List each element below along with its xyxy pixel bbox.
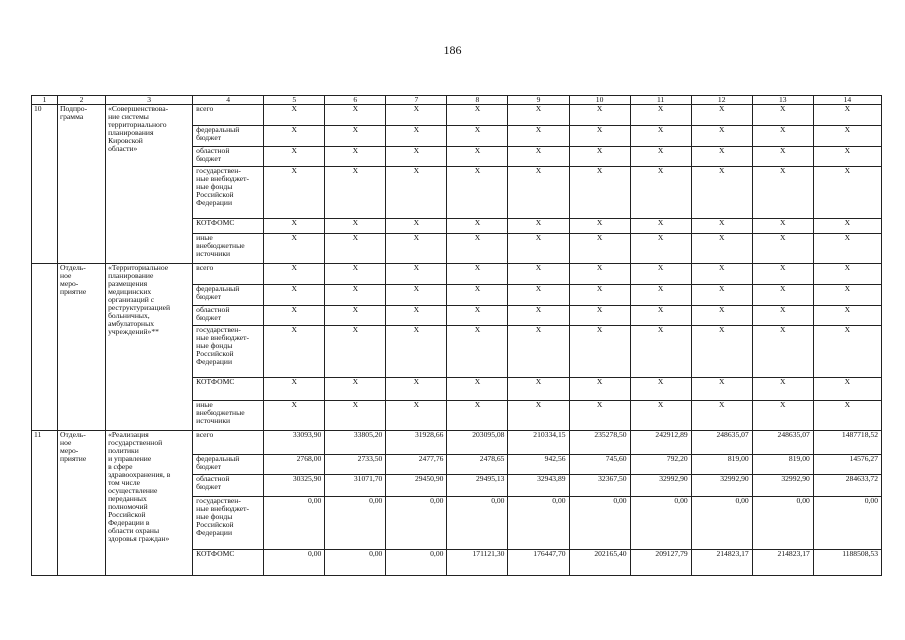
value-cell: 0,00: [325, 550, 386, 576]
header-cell: 11: [630, 96, 691, 105]
funding-source-cell: федеральный бюджет: [193, 126, 264, 147]
value-cell: 942,56: [508, 455, 569, 475]
value-cell: X: [630, 264, 691, 285]
value-cell: X: [264, 167, 325, 219]
value-cell: X: [752, 167, 813, 219]
funding-source-cell: государствен- ные внебюджет- ные фонды Российской Федерации: [193, 326, 264, 378]
value-cell: X: [447, 234, 508, 264]
value-cell: 31071,70: [325, 475, 386, 497]
value-cell: 0,00: [264, 497, 325, 550]
value-cell: 0,00: [325, 497, 386, 550]
funding-source-cell: областной бюджет: [193, 147, 264, 167]
value-cell: X: [691, 264, 752, 285]
value-cell: 0,00: [386, 497, 447, 550]
funding-source-cell: КОТФОМС: [193, 550, 264, 576]
value-cell: X: [386, 285, 447, 306]
item-name-cell: «Реализация государственной политики и управление в сфере здравоохранения, в том числе осуществление переданных полномочий Российской Федерации в области охраны здоровья граждан»: [106, 431, 193, 576]
value-cell: X: [813, 326, 881, 378]
value-cell: X: [386, 147, 447, 167]
value-cell: X: [264, 401, 325, 431]
value-cell: X: [813, 219, 881, 234]
value-cell: X: [569, 167, 630, 219]
value-cell: X: [752, 105, 813, 126]
value-cell: X: [691, 401, 752, 431]
value-cell: X: [569, 126, 630, 147]
funding-source-cell: федеральный бюджет: [193, 285, 264, 306]
funding-source-cell: областной бюджет: [193, 306, 264, 326]
value-cell: 171121,30: [447, 550, 508, 576]
value-cell: X: [569, 378, 630, 401]
value-cell: 33093,90: [264, 431, 325, 455]
funding-source-cell: федеральный бюджет: [193, 455, 264, 475]
value-cell: X: [325, 264, 386, 285]
row-number-cell: 11: [32, 431, 58, 576]
value-cell: X: [752, 326, 813, 378]
value-cell: X: [447, 306, 508, 326]
value-cell: X: [569, 234, 630, 264]
value-cell: X: [752, 126, 813, 147]
table-row: [32, 264, 882, 285]
value-cell: X: [325, 378, 386, 401]
value-cell: X: [447, 105, 508, 126]
value-cell: X: [630, 219, 691, 234]
value-cell: 0,00: [691, 497, 752, 550]
header-cell: 2: [58, 96, 106, 105]
header-cell: 9: [508, 96, 569, 105]
value-cell: X: [386, 219, 447, 234]
funding-source-cell: иные внебюджетные источники: [193, 401, 264, 431]
value-cell: X: [508, 147, 569, 167]
value-cell: X: [508, 105, 569, 126]
value-cell: 0,00: [752, 497, 813, 550]
value-cell: X: [325, 285, 386, 306]
table-row: [32, 105, 882, 126]
value-cell: X: [325, 234, 386, 264]
value-cell: X: [325, 147, 386, 167]
table-row: [32, 431, 882, 455]
funding-source-cell: всего: [193, 105, 264, 126]
value-cell: X: [752, 147, 813, 167]
header-cell: 14: [813, 96, 881, 105]
value-cell: X: [569, 285, 630, 306]
value-cell: 0,00: [386, 550, 447, 576]
value-cell: X: [325, 167, 386, 219]
value-cell: 0,00: [630, 497, 691, 550]
value-cell: X: [691, 285, 752, 306]
value-cell: 2478,65: [447, 455, 508, 475]
value-cell: X: [691, 105, 752, 126]
value-cell: X: [386, 264, 447, 285]
value-cell: X: [325, 126, 386, 147]
value-cell: X: [630, 126, 691, 147]
item-type-cell: Отдель- ное меро- приятие: [58, 264, 106, 431]
value-cell: X: [813, 264, 881, 285]
value-cell: X: [264, 326, 325, 378]
value-cell: X: [813, 306, 881, 326]
value-cell: X: [447, 167, 508, 219]
value-cell: X: [508, 126, 569, 147]
value-cell: X: [325, 219, 386, 234]
value-cell: 214823,17: [691, 550, 752, 576]
header-cell: 7: [386, 96, 447, 105]
value-cell: X: [752, 264, 813, 285]
value-cell: X: [569, 219, 630, 234]
value-cell: 248635,07: [752, 431, 813, 455]
funding-source-cell: государствен- ные внебюджет- ные фонды Российской Федерации: [193, 497, 264, 550]
value-cell: X: [630, 306, 691, 326]
value-cell: X: [630, 105, 691, 126]
value-cell: 819,00: [752, 455, 813, 475]
value-cell: X: [691, 167, 752, 219]
value-cell: 284633,72: [813, 475, 881, 497]
value-cell: X: [752, 219, 813, 234]
value-cell: X: [386, 126, 447, 147]
value-cell: 14576,27: [813, 455, 881, 475]
value-cell: X: [813, 126, 881, 147]
value-cell: X: [508, 306, 569, 326]
value-cell: 1188508,53: [813, 550, 881, 576]
value-cell: X: [752, 401, 813, 431]
value-cell: X: [813, 285, 881, 306]
value-cell: X: [569, 264, 630, 285]
row-number-cell: [32, 264, 58, 431]
value-cell: 32992,90: [691, 475, 752, 497]
funding-source-cell: КОТФОМС: [193, 219, 264, 234]
value-cell: X: [386, 306, 447, 326]
value-cell: X: [508, 285, 569, 306]
value-cell: 32943,89: [508, 475, 569, 497]
value-cell: 745,60: [569, 455, 630, 475]
funding-source-cell: КОТФОМС: [193, 378, 264, 401]
value-cell: X: [264, 264, 325, 285]
value-cell: 33805,20: [325, 431, 386, 455]
value-cell: X: [508, 378, 569, 401]
value-cell: 0,00: [264, 550, 325, 576]
value-cell: X: [508, 326, 569, 378]
value-cell: 235278,50: [569, 431, 630, 455]
value-cell: X: [447, 264, 508, 285]
value-cell: X: [691, 234, 752, 264]
value-cell: X: [752, 285, 813, 306]
header-cell: 12: [691, 96, 752, 105]
value-cell: X: [691, 378, 752, 401]
header-cell: 10: [569, 96, 630, 105]
value-cell: 210334,15: [508, 431, 569, 455]
value-cell: X: [752, 378, 813, 401]
value-cell: X: [264, 306, 325, 326]
value-cell: X: [569, 326, 630, 378]
item-name-cell: «Совершенствова- ние системы территориального планирования Кировской области»: [106, 105, 193, 264]
value-cell: X: [325, 306, 386, 326]
value-cell: X: [630, 285, 691, 306]
value-cell: X: [630, 326, 691, 378]
value-cell: X: [752, 306, 813, 326]
value-cell: 242912,89: [630, 431, 691, 455]
header-cell: 6: [325, 96, 386, 105]
value-cell: X: [569, 401, 630, 431]
value-cell: X: [508, 167, 569, 219]
value-cell: 0,00: [569, 497, 630, 550]
value-cell: X: [630, 167, 691, 219]
value-cell: X: [447, 147, 508, 167]
value-cell: X: [813, 401, 881, 431]
item-type-cell: Подпро- грамма: [58, 105, 106, 264]
header-cell: 8: [447, 96, 508, 105]
value-cell: X: [386, 167, 447, 219]
funding-source-cell: государствен- ные внебюджет- ные фонды Российской Федерации: [193, 167, 264, 219]
value-cell: X: [508, 219, 569, 234]
value-cell: X: [264, 147, 325, 167]
header-cell: 4: [193, 96, 264, 105]
value-cell: X: [386, 234, 447, 264]
value-cell: X: [813, 167, 881, 219]
header-cell: 5: [264, 96, 325, 105]
value-cell: X: [691, 326, 752, 378]
value-cell: X: [325, 105, 386, 126]
value-cell: X: [813, 105, 881, 126]
value-cell: 0,00: [813, 497, 881, 550]
value-cell: 0,00: [447, 497, 508, 550]
funding-source-cell: всего: [193, 264, 264, 285]
funding-source-cell: иные внебюджетные источники: [193, 234, 264, 264]
value-cell: X: [264, 105, 325, 126]
item-type-cell: Отдель- ное меро- приятие: [58, 431, 106, 576]
value-cell: X: [569, 105, 630, 126]
value-cell: X: [813, 147, 881, 167]
value-cell: X: [386, 378, 447, 401]
value-cell: X: [630, 234, 691, 264]
value-cell: X: [447, 326, 508, 378]
value-cell: X: [447, 285, 508, 306]
value-cell: X: [447, 401, 508, 431]
value-cell: X: [813, 378, 881, 401]
value-cell: 32367,50: [569, 475, 630, 497]
page-number: 186: [443, 43, 462, 57]
value-cell: 2768,00: [264, 455, 325, 475]
budget-table: [31, 95, 882, 576]
value-cell: 1487718,52: [813, 431, 881, 455]
value-cell: X: [508, 234, 569, 264]
value-cell: X: [386, 105, 447, 126]
funding-source-cell: областной бюджет: [193, 475, 264, 497]
value-cell: 29495,13: [447, 475, 508, 497]
value-cell: X: [813, 234, 881, 264]
value-cell: 819,00: [691, 455, 752, 475]
value-cell: 31928,66: [386, 431, 447, 455]
value-cell: X: [325, 326, 386, 378]
value-cell: X: [630, 378, 691, 401]
value-cell: 214823,17: [752, 550, 813, 576]
value-cell: X: [630, 401, 691, 431]
funding-source-cell: всего: [193, 431, 264, 455]
row-number-cell: 10: [32, 105, 58, 264]
value-cell: 32992,90: [752, 475, 813, 497]
value-cell: X: [264, 378, 325, 401]
value-cell: X: [752, 234, 813, 264]
value-cell: X: [447, 219, 508, 234]
value-cell: 209127,79: [630, 550, 691, 576]
value-cell: 248635,07: [691, 431, 752, 455]
value-cell: X: [508, 264, 569, 285]
value-cell: X: [264, 219, 325, 234]
value-cell: 30325,90: [264, 475, 325, 497]
value-cell: X: [264, 234, 325, 264]
value-cell: 2477,76: [386, 455, 447, 475]
value-cell: X: [569, 147, 630, 167]
value-cell: 202165,40: [569, 550, 630, 576]
value-cell: X: [447, 378, 508, 401]
header-cell: 1: [32, 96, 58, 105]
value-cell: X: [691, 306, 752, 326]
value-cell: 792,20: [630, 455, 691, 475]
value-cell: 29450,90: [386, 475, 447, 497]
value-cell: X: [691, 219, 752, 234]
value-cell: X: [691, 126, 752, 147]
value-cell: X: [386, 326, 447, 378]
value-cell: 0,00: [508, 497, 569, 550]
header-cell: 13: [752, 96, 813, 105]
value-cell: X: [508, 401, 569, 431]
value-cell: X: [691, 147, 752, 167]
value-cell: 2733,50: [325, 455, 386, 475]
value-cell: X: [569, 306, 630, 326]
value-cell: X: [386, 401, 447, 431]
header-row: [32, 96, 882, 105]
value-cell: 32992,90: [630, 475, 691, 497]
value-cell: 203095,08: [447, 431, 508, 455]
value-cell: X: [630, 147, 691, 167]
header-cell: 3: [106, 96, 193, 105]
item-name-cell: «Территориальное планирование размещения медицинских организаций с реструктуризацией больничных, амбулаторных учреждений»**: [106, 264, 193, 431]
value-cell: X: [264, 126, 325, 147]
value-cell: X: [447, 126, 508, 147]
value-cell: X: [264, 285, 325, 306]
value-cell: X: [325, 401, 386, 431]
value-cell: 176447,70: [508, 550, 569, 576]
